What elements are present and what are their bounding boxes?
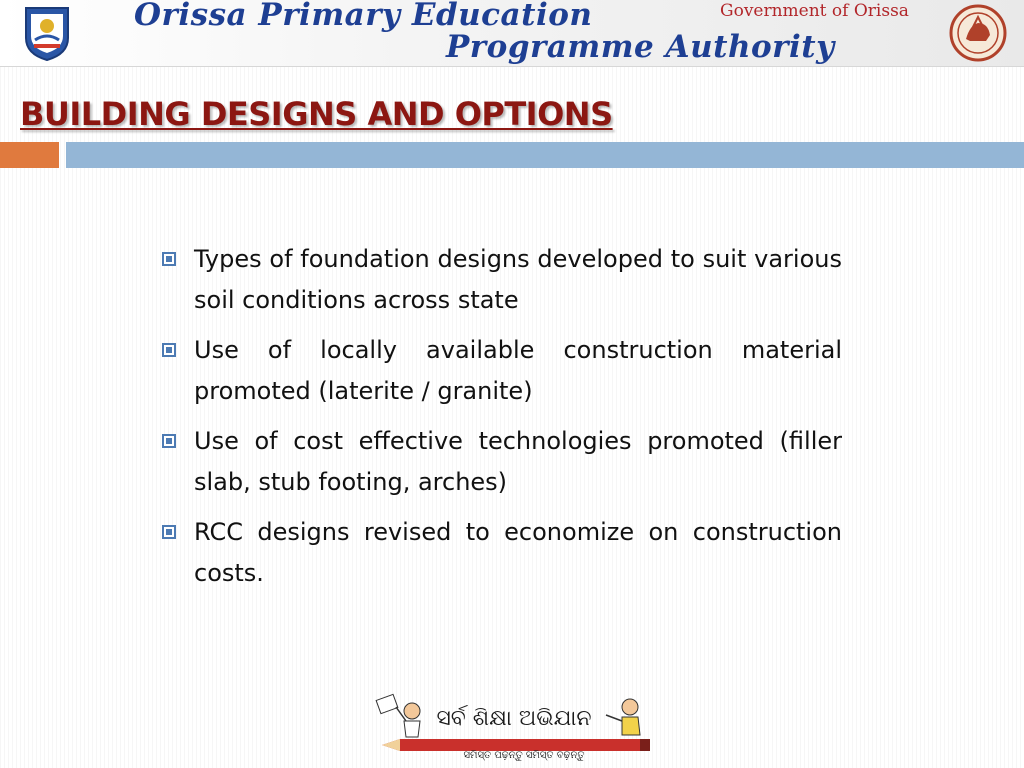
bullet-text: Use of locally available construction material promoted (laterite / granite) bbox=[194, 336, 842, 405]
bullet-item bbox=[162, 421, 842, 503]
bullet-item bbox=[162, 330, 842, 412]
bullet-text: Types of foundation designs developed to suit various soil conditions across state bbox=[194, 245, 842, 314]
square-bullet-icon bbox=[162, 252, 176, 266]
bullet-item bbox=[162, 512, 842, 594]
bullet-item bbox=[162, 239, 842, 321]
square-bullet-icon bbox=[162, 343, 176, 357]
square-bullet-icon bbox=[162, 434, 176, 448]
slide-title: BUILDING DESIGNS AND OPTIONS bbox=[20, 95, 613, 133]
bullet-text: RCC designs revised to economize on construction costs. bbox=[194, 518, 842, 587]
ssa-logo-tagline: ସମିସ୍ତ ପଢ଼ନ୍ତୁ ସମିସ୍ତ ବଢ଼ନ୍ତୁ bbox=[463, 750, 585, 761]
banner-title-line2: Programme Authority bbox=[446, 29, 835, 65]
sarva-shiksha-abhiyan-logo-icon bbox=[374, 691, 660, 761]
accent-bar-orange bbox=[0, 142, 59, 168]
accent-bar-blue bbox=[66, 142, 1024, 168]
banner-title-line1: Orissa Primary Education bbox=[134, 0, 593, 33]
bullet-text: Use of cost effective technologies promoted (filler slab, stub footing, arches) bbox=[194, 427, 842, 496]
bullet-list bbox=[162, 239, 842, 603]
government-label: Government of Orissa bbox=[720, 1, 909, 21]
ssa-logo-text: ସର୍ବ ଶିକ୍ଷା ଅଭିଯାନ bbox=[436, 706, 592, 731]
square-bullet-icon bbox=[162, 525, 176, 539]
orissa-state-seal-icon bbox=[948, 3, 1008, 63]
header-banner bbox=[0, 0, 1024, 67]
opepa-shield-emblem-icon bbox=[22, 4, 72, 62]
